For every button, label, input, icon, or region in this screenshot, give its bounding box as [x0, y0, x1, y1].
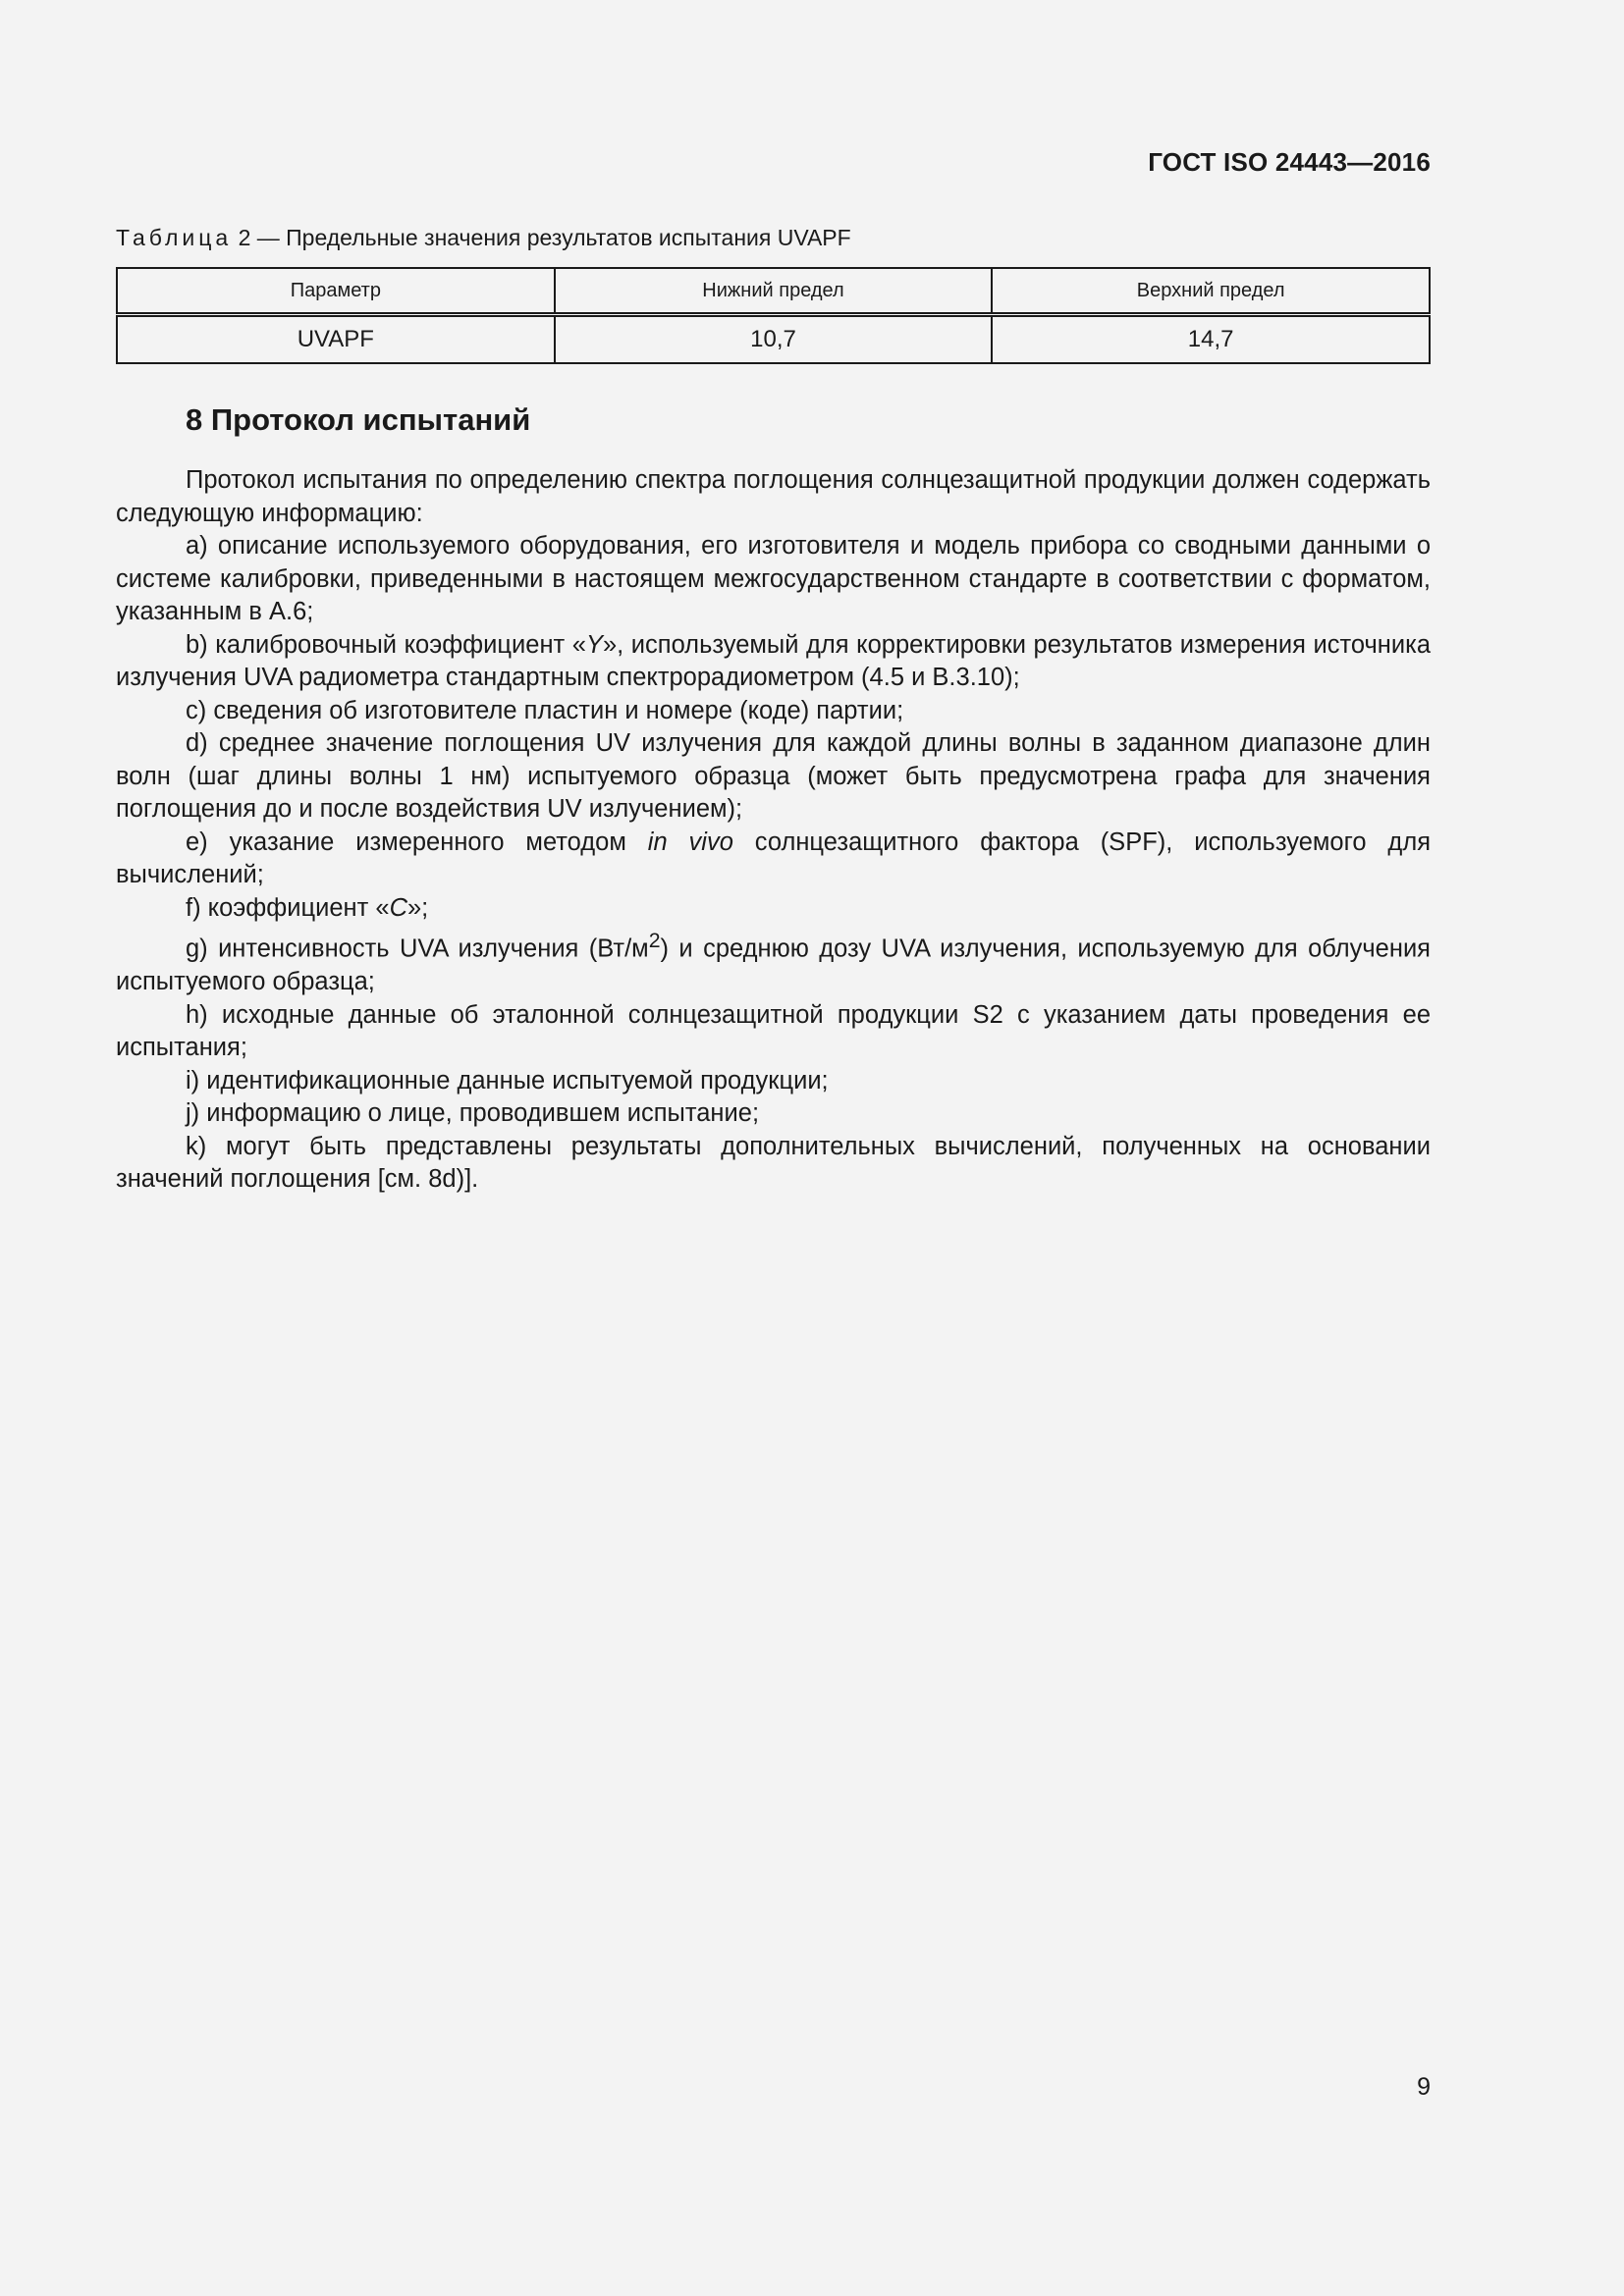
list-item-i: i) идентификационные данные испытуемой продукции; — [186, 1066, 829, 1095]
list-item-h: h) исходные данные об эталонной солнцезащитной продукции S2 с указанием даты проведения ее испытания; — [116, 1000, 1431, 1061]
list-item-k: k) могут быть представлены результаты дополнительных вычислений, полученных на основании значений поглощения [см. 8d)]. — [116, 1132, 1431, 1193]
section-title: 8 Протокол испытаний — [186, 402, 531, 437]
list-item-c: c) сведения об изготовителе пластин и номере (коде) партии; — [186, 696, 904, 724]
column-header-upper-limit: Верхний предел — [992, 268, 1430, 315]
table-caption-text: 2 — Предельные значения результатов испытания UVAPF — [238, 225, 851, 250]
unit-superscript: 2 — [648, 929, 661, 952]
list-item-b-post: », используемый для корректировки результатов измерения источника излучения UVA радиометра стандартным спектрорадиометром (4.5 и B.3.10); — [116, 630, 1431, 691]
table-header-row — [117, 268, 1430, 315]
cell-upper-limit: 14,7 — [992, 315, 1430, 364]
cell-lower-limit: 10,7 — [555, 315, 993, 364]
list-item-f-pre: f) коэффициент « — [186, 893, 390, 922]
page-number: 9 — [1417, 2073, 1431, 2101]
list-item-e-post: солнцезащитного фактора (SPF), используемого для вычислений; — [116, 828, 1432, 888]
list-item-j: j) информацию о лице, проводившем испытание; — [186, 1099, 760, 1127]
list-item-e — [116, 827, 1431, 892]
term-in-vivo: in vivo — [647, 828, 733, 856]
table-caption-label: Таблица — [116, 225, 233, 250]
variable-y: Y — [585, 630, 603, 659]
list-item-g-post: ) и среднюю дозу UVA излучения, используемую для облучения испытуемого образца; — [116, 934, 1431, 995]
list-item-b-pre: b) калибровочный коэффициент « — [186, 630, 586, 659]
uvapf-limits-table — [116, 267, 1431, 364]
list-item-f — [116, 892, 1431, 926]
list-item-g-pre: g) интенсивность UVA излучения (Вт/м — [186, 934, 649, 963]
list-item-f-post: »; — [406, 893, 429, 922]
list-item-b — [116, 629, 1431, 695]
section-body — [116, 464, 1431, 1197]
column-header-parameter: Параметр — [117, 268, 555, 315]
cell-parameter: UVAPF — [117, 315, 555, 364]
variable-c: C — [389, 893, 407, 922]
intro-paragraph: Протокол испытания по определению спектра поглощения солнцезащитной продукции должен содержать следующую информацию: — [116, 466, 1431, 527]
table-row — [117, 315, 1430, 364]
list-item-g — [116, 925, 1431, 999]
list-item-a: a) описание используемого оборудования, его изготовителя и модель прибора со сводными данными о системе калибровки, приведенными в настоящем межгосударственном стандарте в соответствии с форматом, указанным в A.6; — [116, 532, 1431, 625]
list-item-d: d) среднее значение поглощения UV излучения для каждой длины волны в заданном диапазоне длин волн (шаг длины волны 1 нм) испытуемого образца (может быть предусмотрена графа для значения поглощения до и после воздействия UV излучением); — [116, 729, 1431, 823]
document-header-id: ГОСТ ISO 24443—2016 — [1148, 147, 1431, 177]
list-item-e-pre: e) указание измеренного методом — [186, 828, 648, 856]
column-header-lower-limit: Нижний предел — [555, 268, 993, 315]
table-caption — [116, 225, 851, 251]
